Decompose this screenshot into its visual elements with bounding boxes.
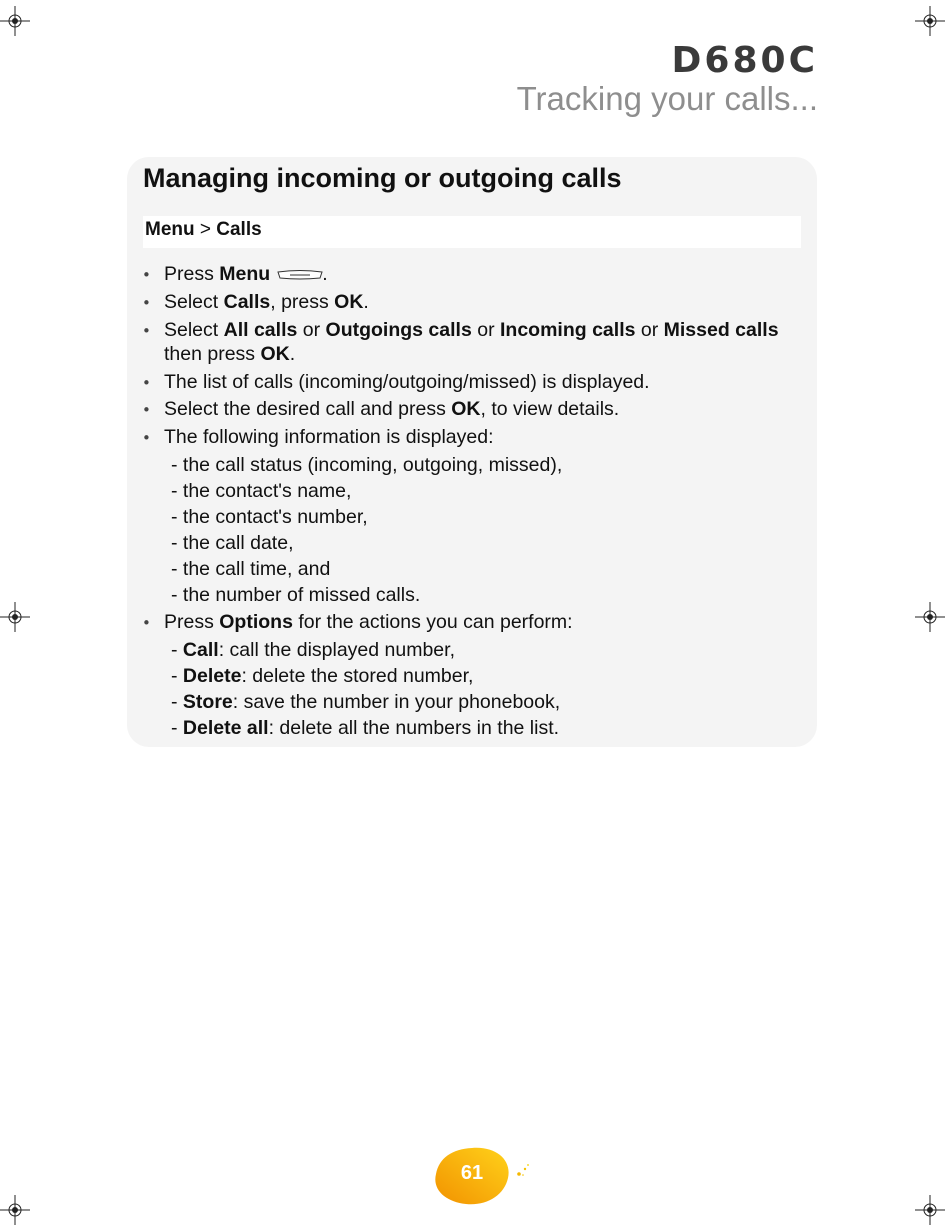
instruction-panel — [127, 157, 817, 747]
action-dash: - — [171, 665, 183, 687]
step-text: , press — [270, 291, 335, 313]
step-select-call-list — [164, 319, 779, 342]
action-item — [171, 691, 560, 714]
action-item — [171, 665, 473, 688]
bullet: • — [142, 294, 151, 312]
step-text: or — [471, 319, 500, 341]
step-text: Select the desired call and press — [164, 398, 452, 420]
sparkle-icon — [514, 1162, 532, 1180]
step-select-call-list-cont — [164, 343, 295, 366]
step-select-calls — [164, 291, 369, 314]
menu-path-separator: > — [194, 219, 217, 240]
step-text: Press — [164, 263, 220, 285]
panel-title: Managing incoming or outgoing calls — [143, 163, 622, 193]
action-item — [171, 717, 559, 740]
step-list-displayed: The list of calls (incoming/outgoing/missed) is displayed. — [164, 371, 650, 393]
registration-mark-icon — [0, 1195, 30, 1225]
section-title: Tracking your calls... — [516, 80, 818, 117]
step-key: Calls — [223, 291, 271, 313]
step-key: All calls — [223, 319, 298, 341]
step-text: Press — [164, 611, 220, 633]
action-desc: : save the number in your phonebook, — [232, 691, 561, 713]
step-key: Outgoings calls — [325, 319, 472, 341]
step-key: Missed calls — [663, 319, 779, 341]
bullet: • — [142, 266, 151, 284]
menu-path-menu: Menu — [145, 219, 195, 240]
step-text: . — [363, 291, 369, 313]
model-name: D680C — [671, 40, 818, 81]
action-desc: : delete all the numbers in the list. — [268, 717, 560, 739]
action-dash: - — [171, 639, 183, 661]
step-text: , to view details. — [480, 398, 620, 420]
menu-path-bar — [143, 216, 801, 248]
step-text: Select — [164, 291, 224, 313]
action-dash: - — [171, 717, 183, 739]
info-item: - the call status (incoming, outgoing, missed), — [171, 454, 563, 476]
step-key: Incoming calls — [500, 319, 636, 341]
info-item: - the call time, and — [171, 558, 331, 580]
step-text: . — [289, 343, 296, 365]
step-info-displayed: The following information is displayed: — [164, 426, 494, 448]
action-key: Delete all — [182, 717, 269, 739]
step-key: OK — [260, 343, 290, 365]
menu-path — [145, 219, 262, 241]
action-key: Call — [182, 639, 219, 661]
registration-mark-icon — [0, 602, 30, 632]
bullet: • — [142, 429, 151, 447]
registration-mark-icon — [915, 6, 945, 36]
step-key: Menu — [219, 263, 271, 285]
registration-mark-icon — [915, 1195, 945, 1225]
info-item: - the call date, — [171, 532, 294, 554]
step-text: or — [635, 319, 664, 341]
step-view-details — [164, 398, 619, 421]
registration-mark-icon — [915, 602, 945, 632]
info-item: - the contact's name, — [171, 480, 352, 502]
action-desc: : call the displayed number, — [218, 639, 455, 661]
step-key: Options — [219, 611, 293, 633]
action-desc: : delete the stored number, — [241, 665, 474, 687]
step-text: then press — [164, 343, 261, 365]
action-item — [171, 639, 455, 662]
step-press-menu — [164, 263, 328, 286]
menu-path-calls: Calls — [216, 219, 262, 240]
bullet: • — [142, 614, 151, 632]
step-text: or — [297, 319, 326, 341]
page-number: 61 — [460, 1162, 484, 1184]
page-number-badge — [434, 1146, 510, 1206]
step-press-options — [164, 611, 573, 634]
bullet: • — [142, 374, 151, 392]
bullet: • — [142, 401, 151, 419]
info-item: - the number of missed calls. — [171, 584, 421, 606]
info-item: - the contact's number, — [171, 506, 368, 528]
step-key: OK — [334, 291, 364, 313]
bullet: • — [142, 322, 151, 340]
step-text: . — [322, 263, 328, 285]
step-key: OK — [451, 398, 481, 420]
action-key: Delete — [182, 665, 242, 687]
step-text: for the actions you can perform: — [292, 611, 573, 633]
registration-mark-icon — [0, 6, 30, 36]
action-dash: - — [171, 691, 183, 713]
action-key: Store — [182, 691, 233, 713]
menu-key-icon — [276, 269, 320, 278]
step-text: Select — [164, 319, 224, 341]
